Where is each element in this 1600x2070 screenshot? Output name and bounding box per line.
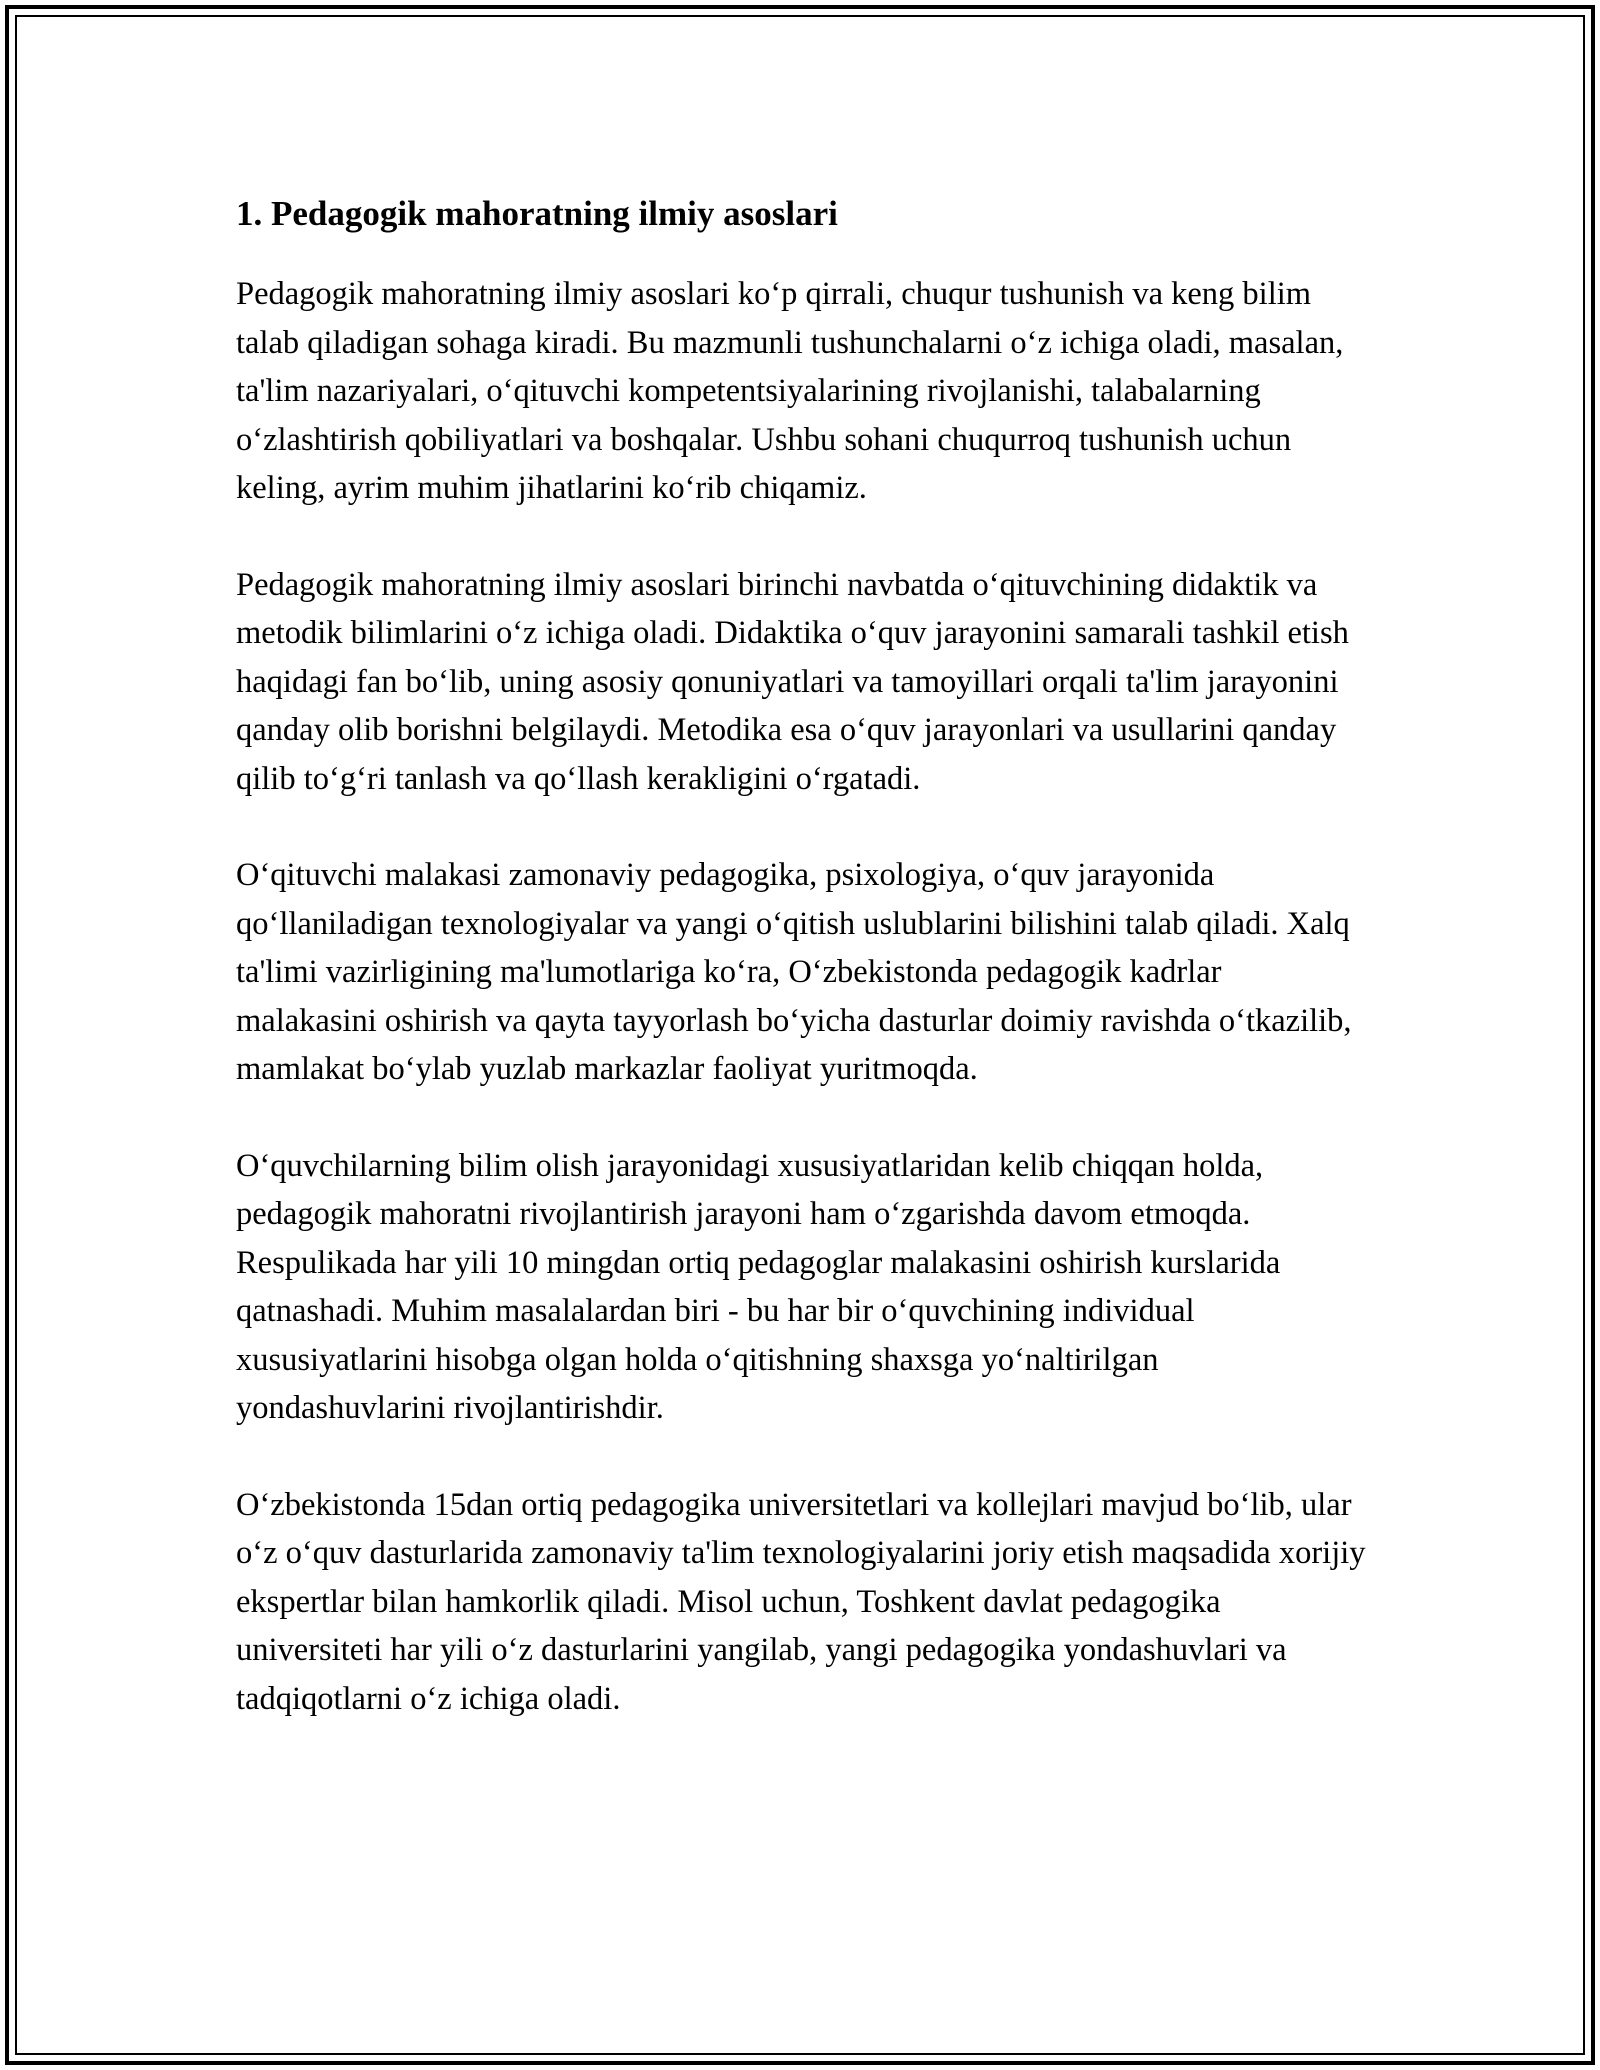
- paragraph: Pedagogik mahoratning ilmiy asoslari birinchi navbatda o‘qituvchining didaktik va metodik bilimlarini o‘z ichiga oladi. Didaktika o‘quv jarayonini samarali tashkil etish haqidagi fan bo‘lib, uning asosiy qonuniyatlari va tamoyillari orqali ta'lim jarayonini qanday olib borishni belgilaydi. Metodika esa o‘quv jarayonlari va usullarini qanday qilib to‘g‘ri tanlash va qo‘llash kerakligini o‘rgatadi.: [236, 566, 1349, 797]
- paragraph: Pedagogik mahoratning ilmiy asoslari ko‘p qirrali, chuqur tushunish va keng bilim talab qiladigan sohaga kiradi. Bu mazmunli tushunchalarni o‘z ichiga oladi, masalan, ta'lim nazariyalari, o‘qituvchi kompetentsiyalarining rivojlanishi, talabalarning o‘zlashtirish qobiliyatlari va boshqalar. Ushbu sohani chuqurroq tushunish uchun keling, ayrim muhim jihatlarini ko‘rib chiqamiz.: [236, 276, 1344, 506]
- paragraph: O‘quvchilarning bilim olish jarayonidagi xususiyatlaridan kelib chiqqan holda, pedagogik mahoratni rivojlantirish jarayoni ham o‘zgarishda davom etmoqda. Respulikada har yili 10 mingdan ortiq pedagoglar malakasini oshirish kurslarida qatnashadi. Muhim masalalardan biri - bu har bir o‘quvchining individual xususiyatlarini hisobga olgan holda o‘qitishning shaxsga yo‘naltirilgan yondashuvlarini rivojlantirishdir.: [236, 1147, 1281, 1426]
- document-body: [236, 190, 1366, 1771]
- paragraph: O‘zbekistonda 15dan ortiq pedagogika universitetlari va kollejlari mavjud bo‘lib, ular o‘z o‘quv dasturlarida zamonaviy ta'lim texnologiyalarini joriy etish maqsadida xorijiy ekspertlar bilan hamkorlik qiladi. Misol uchun, Toshkent davlat pedagogika universiteti har yili o‘z dasturlarini yangilab, yangi pedagogika yondashuvlari va tadqiqotlarni o‘z ichiga oladi.: [236, 1486, 1366, 1717]
- paragraph: O‘qituvchi malakasi zamonaviy pedagogika, psixologiya, o‘quv jarayonida qo‘llaniladigan texnologiyalar va yangi o‘qitish uslublarini bilishini talab qiladi. Xalq ta'limi vazirligining ma'lumotlariga ko‘ra, O‘zbekistonda pedagogik kadrlar malakasini oshirish va qayta tayyorlash bo‘yicha dasturlar doimiy ravishda o‘tkazilib, mamlakat bo‘ylab yuzlab markazlar faoliyat yuritmoqda.: [236, 857, 1352, 1087]
- section-heading: 1. Pedagogik mahoratning ilmiy asoslari: [236, 194, 838, 233]
